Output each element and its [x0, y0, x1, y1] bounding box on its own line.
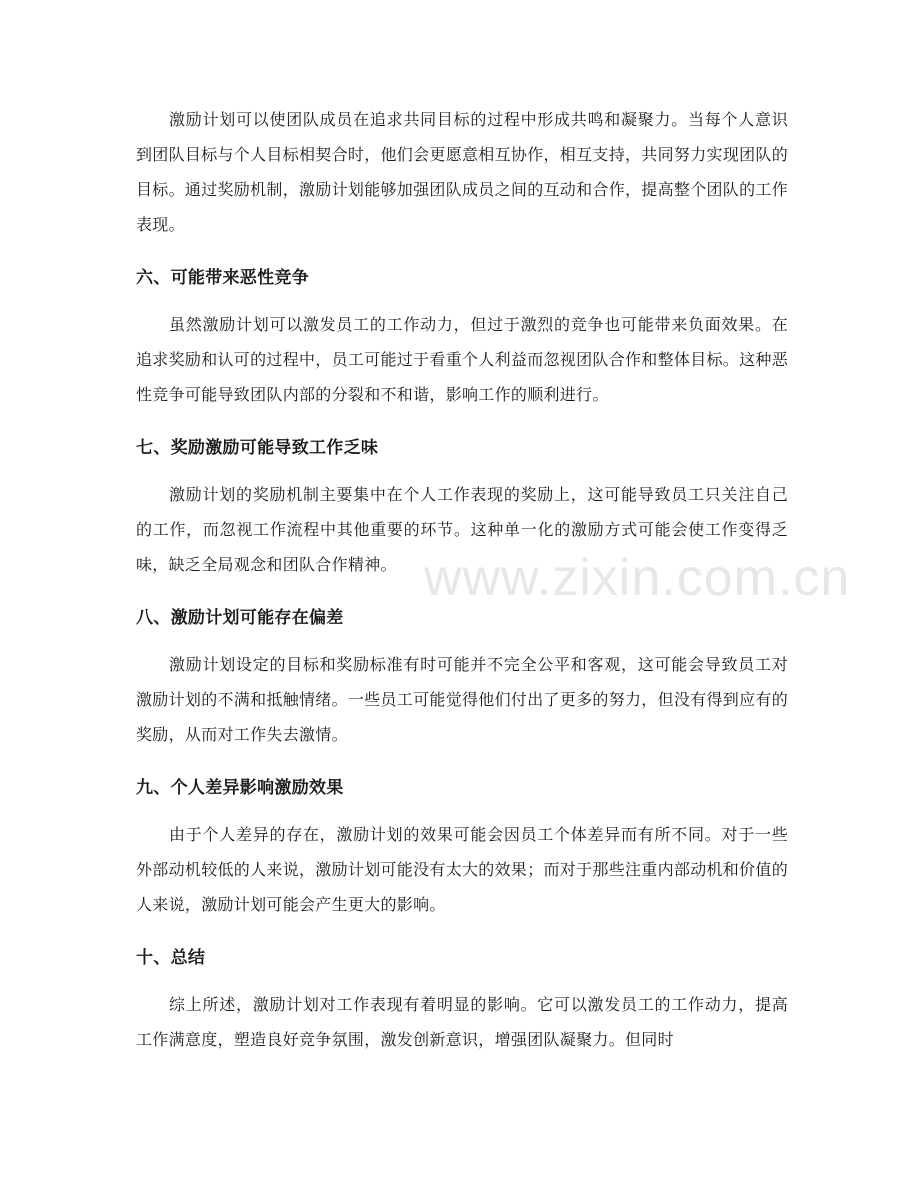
- watermark: www.zixin.com.cn: [424, 549, 851, 607]
- section-body-8: 激励计划设定的目标和奖励标准有时可能并不完全公平和客观，这可能会导致员工对激励计划的不满和抵触情绪。一些员工可能觉得他们付出了更多的努力，但没有得到应有的奖励，从而对工作失去激情。: [136, 655, 789, 744]
- intro-paragraph: 激励计划可以使团队成员在追求共同目标的过程中形成共鸣和凝聚力。当每个人意识到团队目标与个人目标相契合时，他们会更愿意相互协作，相互支持，共同努力实现团队的目标。通过奖励机制，激励计划能够加强团队成员之间的互动和合作，提高整个团队的工作表现。: [136, 110, 789, 234]
- section-heading-7: 七、奖励激励可能导致工作乏味: [136, 438, 379, 458]
- document-body: [136, 102, 788, 1057]
- section-body-10: 综上所述，激励计划对工作表现有着明显的影响。它可以激发员工的工作动力，提高工作满意度，塑造良好竞争氛围，激发创新意识，增强团队凝聚力。但同时: [136, 995, 788, 1049]
- section-body-6: 虽然激励计划可以激发员工的工作动力，但过于激烈的竞争也可能带来负面效果。在追求奖励和认可的过程中，员工可能过于看重个人利益而忽视团队合作和整体目标。这种恶性竞争可能导致团队内部的分裂和不和谐，影响工作的顺利进行。: [136, 315, 789, 404]
- section-heading-9: 九、个人差异影响激励效果: [136, 778, 344, 798]
- section-heading-8: 八、激励计划可能存在偏差: [136, 608, 344, 628]
- section-heading-10: 十、总结: [136, 948, 206, 968]
- section-body-9: 由于个人差异的存在，激励计划的效果可能会因员工个体差异而有所不同。对于一些外部动机较低的人来说，激励计划可能没有太大的效果；而对于那些注重内部动机和价值的人来说，激励计划可能会产生更大的影响。: [136, 825, 789, 914]
- section-body-7: 激励计划的奖励机制主要集中在个人工作表现的奖励上，这可能导致员工只关注自己的工作，而忽视工作流程中其他重要的环节。这种单一化的激励方式可能会使工作变得乏味，缺乏全局观念和团队合作精神。: [136, 485, 788, 574]
- section-heading-6: 六、可能带来恶性竞争: [136, 268, 309, 288]
